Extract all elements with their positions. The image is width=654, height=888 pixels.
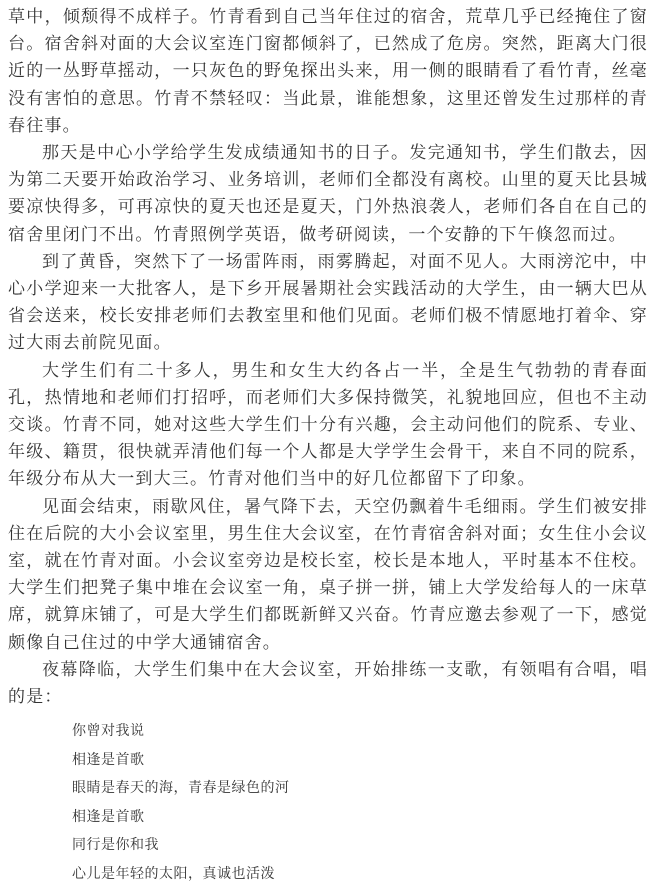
lyric-line: 眼睛是春天的海，青春是绿色的河 bbox=[72, 780, 290, 797]
song-lyrics bbox=[8, 717, 654, 888]
paragraph: 大学生们有二十多人，男生和女生大约各占一半，全是生气勃勃的青春面孔，热情地和老师们打招呼，而老师们大多保持微笑，礼貌地回应，但也不主动交谈。竹青不同，她对这些大学生们十分有兴趣，会主动问他们的院系、专业、年级、籍贯，很快就弄清他们每一个人都是大学学生会骨干，来自不同的院系，年级分布从大一到大三。竹青对他们当中的好几位都留下了印象。 bbox=[8, 360, 648, 490]
paragraph: 那天是中心小学给学生发成绩通知书的日子。发完通知书，学生们散去，因为第二天要开始政治学习、业务培训，老师们全都没有离校。山里的夏天比县城要凉快得多，可再凉快的夏天也还是夏天，门外热浪袭人，老师们各自在自己的宿舍里闭门不出。竹青照例学英语，做考研阅读，一个安静的下午倏忽而过。 bbox=[8, 143, 648, 245]
lyric-line: 相逢是首歌 bbox=[72, 751, 145, 768]
paragraph: 见面会结束，雨歇风住，暑气降下去，天空仍飘着牛毛细雨。学生们被安排住在后院的大小会议室里，男生住大会议室，在竹青宿舍斜对面；女生住小会议室，就在竹青对面。小会议室旁边是校长室，校长是本地人，平时基本不住校。大学生们把凳子集中堆在会议室一角，桌子拼一拼，铺上大学发给每人的一床草席，就算床铺了，可是大学生们都既新鲜又兴奋。竹青应邀去参观了一下，感觉颇像自己住过的中学大通铺宿舍。 bbox=[8, 496, 648, 653]
paragraph: 夜幕降临，大学生们集中在大会议室，开始排练一支歌，有领唱有合唱，唱的是： bbox=[8, 659, 648, 708]
lyric-line: 你曾对我说 bbox=[72, 723, 145, 740]
paragraph: 草中，倾颓得不成样子。竹青看到自己当年住过的宿舍，荒草几乎已经掩住了窗台。宿舍斜对面的大会议室连门窗都倾斜了，已然成了危房。突然，距离大门很近的一丛野草摇动，一只灰色的野兔探出头来，用一侧的眼睛看了看竹青，丝毫没有害怕的意思。竹青不禁轻叹：当此景，谁能想象，这里还曾发生过那样的青春往事。 bbox=[8, 7, 648, 136]
paragraph: 到了黄昏，突然下了一场雷阵雨，雨雾腾起，对面不见人。大雨滂沱中，中心小学迎来一大批客人，是下乡开展暑期社会实践活动的大学生，由一辆大巴从省会送来，校长安排老师们去教室里和他们见面。老师们极不情愿地打着伞、穿过大雨去前院见面。 bbox=[8, 251, 648, 354]
lyric-line: 同行是你和我 bbox=[72, 837, 159, 854]
lyric-line: 相逢是首歌 bbox=[72, 808, 145, 825]
lyric-line: 心儿是年轻的太阳，真诚也活泼 bbox=[72, 865, 275, 882]
